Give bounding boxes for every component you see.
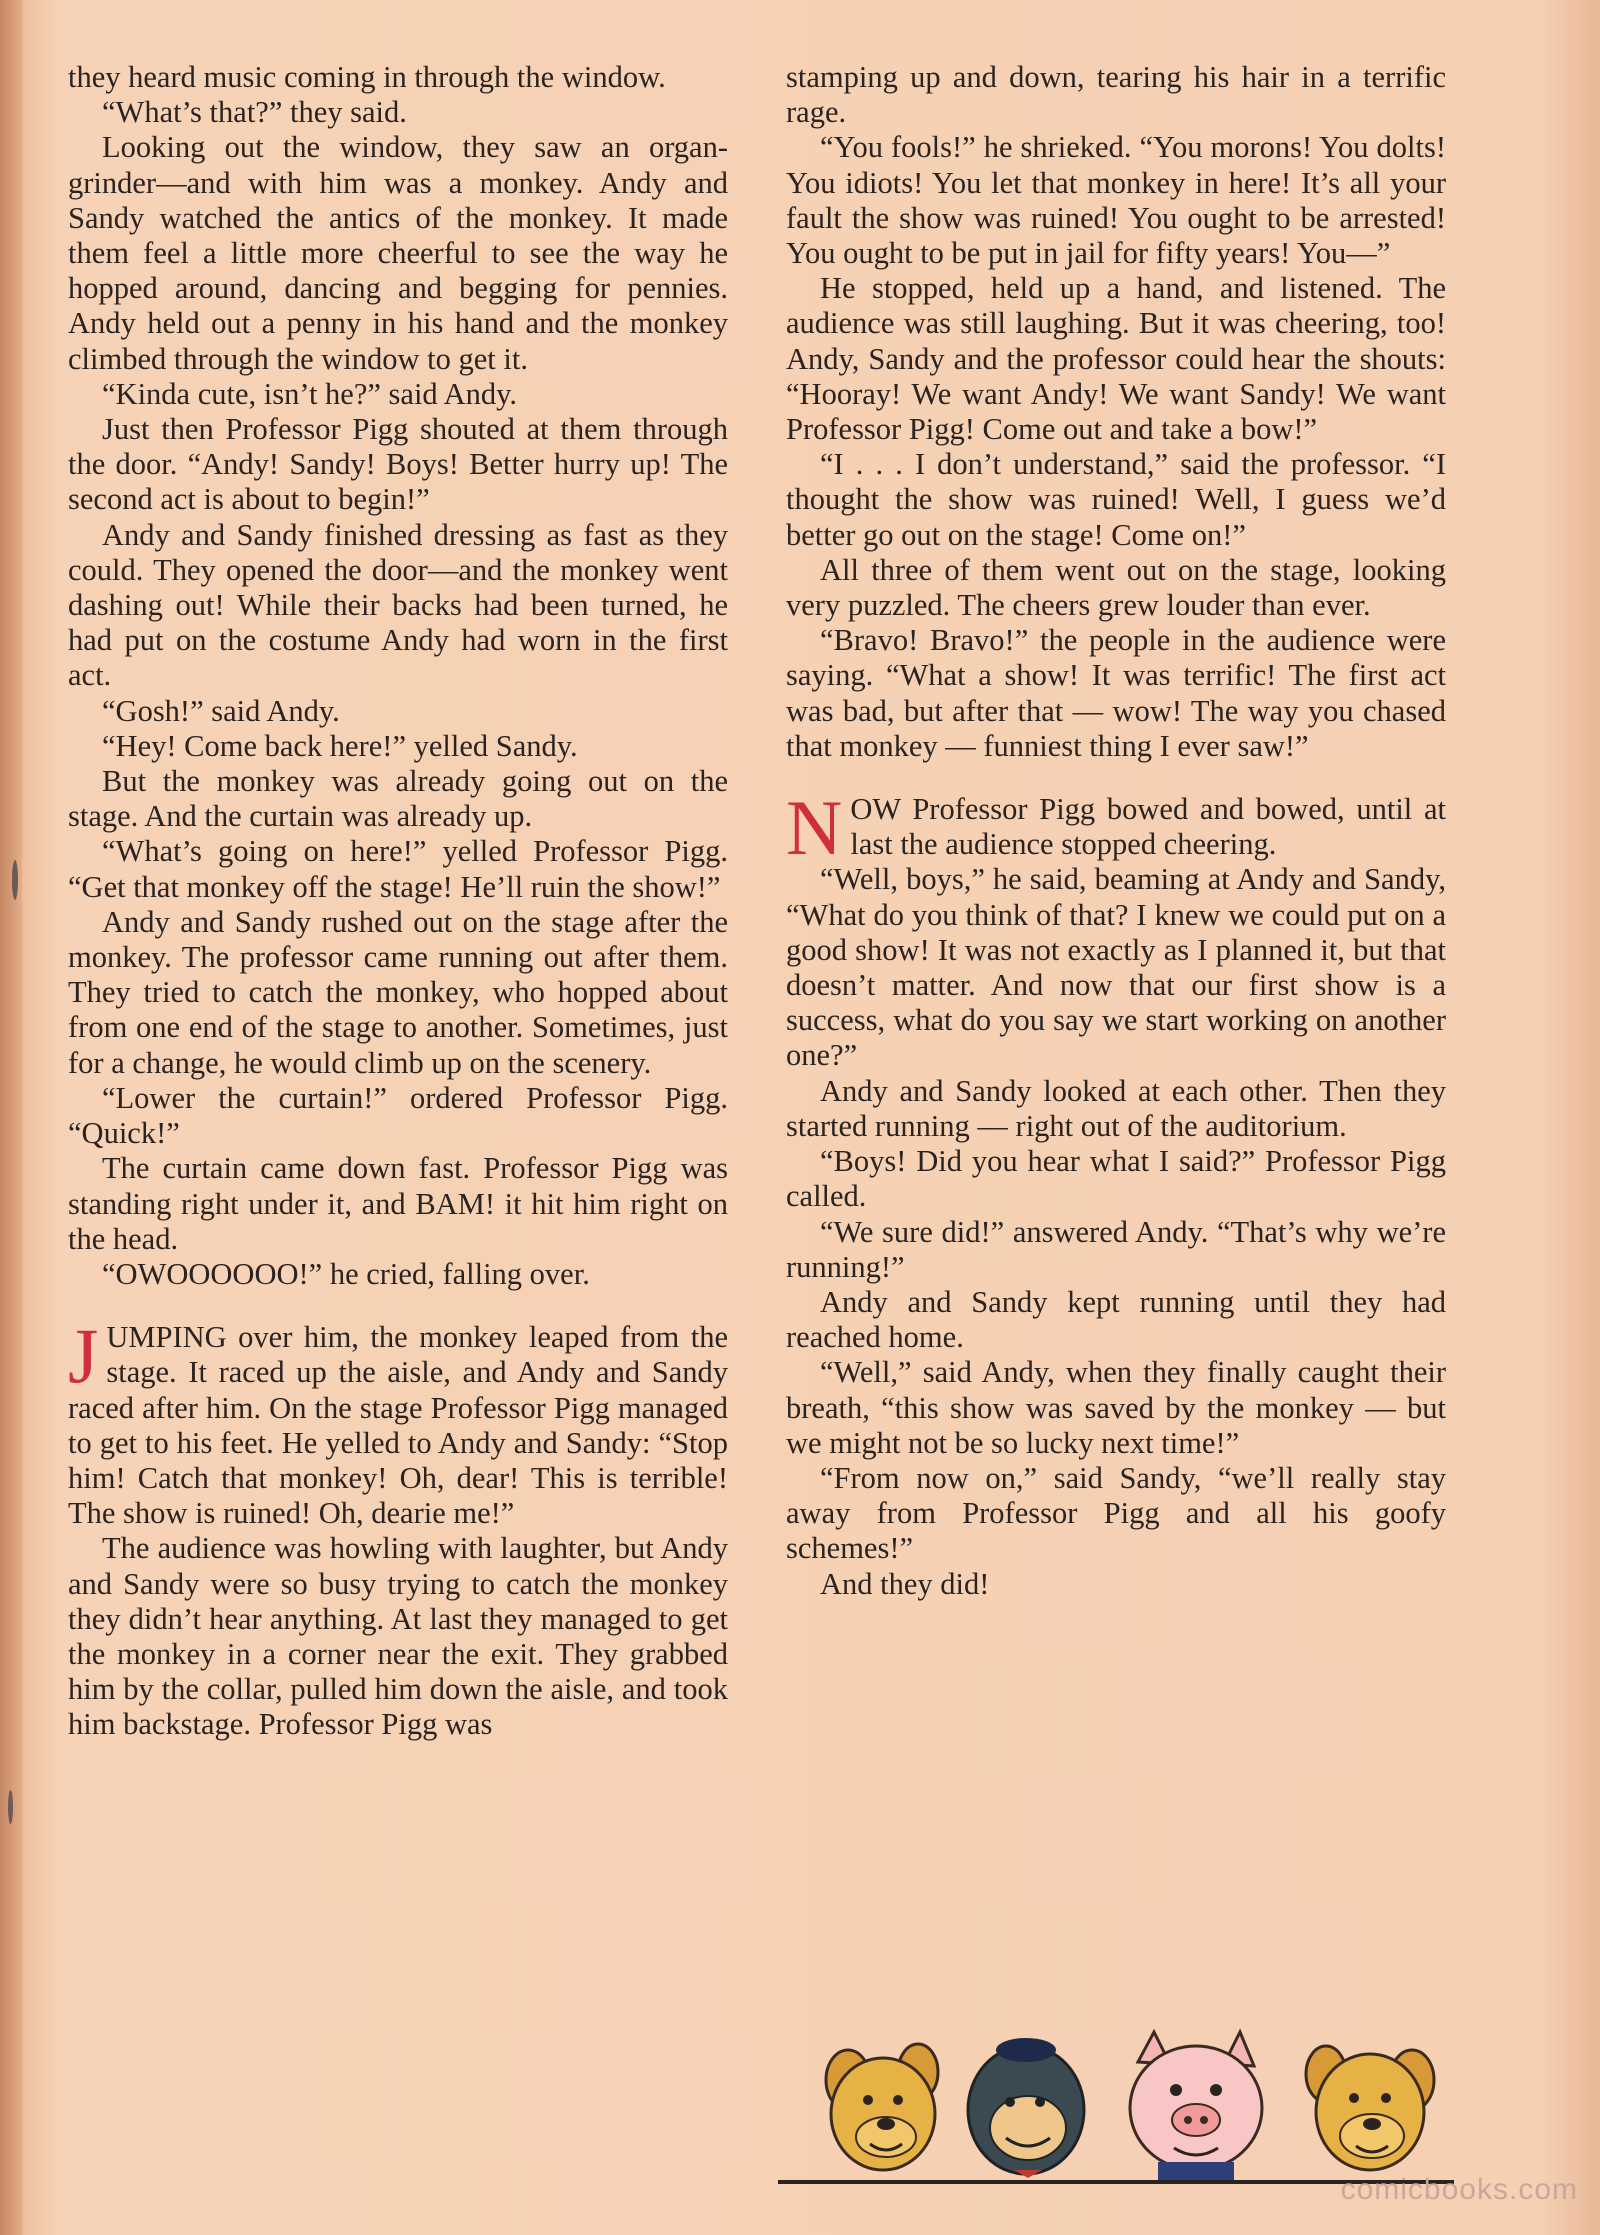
paragraph: “I . . . I don’t understand,” said the professor. “I thought the show was ruined! Well, I guess we’d better go out on the stage! Come on!” [786, 447, 1446, 552]
dog-head-left-icon [826, 2044, 938, 2170]
paragraph: “Bravo! Bravo!” the people in the audience were saying. “What a show! It was terrific! The first act was bad, but after that — wow! The way you chased that monkey — funniest thing I ever saw!” [786, 623, 1446, 763]
dropcap-n: N [786, 784, 843, 872]
paragraph: “Well, boys,” he said, beaming at Andy and Sandy, “What do you think of that? I knew we could put on a good show! It was not exactly as I planned it, but that doesn’t matter. And now that our first show is a success, what do you say we start working on another one?” [786, 862, 1446, 1073]
right-text-column [786, 60, 1446, 1602]
paragraph: “Boys! Did you hear what I said?” Professor Pigg called. [786, 1144, 1446, 1214]
paragraph: “We sure did!” answered Andy. “That’s why we’re running!” [786, 1214, 1446, 1284]
paragraph: The audience was howling with laughter, but Andy and Sandy were so busy trying to catch the monkey they didn’t hear anything. At last they managed to get the monkey in a corner near the exit. They grabbed him by the collar, pulled him down the aisle, and took him backstage. Professor Pigg was [68, 1531, 728, 1742]
monkey-head-icon [968, 2038, 1084, 2178]
left-text-column [68, 60, 728, 1743]
paragraph: Andy and Sandy finished dressing as fast as they could. They opened the door—and the monkey went dashing out! While their backs had been turned, he had put on the costume Andy had worn in the first act. [68, 517, 728, 693]
section-jumping-text: UMPING over him, the monkey leaped from the stage. It raced up the aisle, and Andy and Sandy raced after him. On the stage Professor Pigg managed to get to his feet. He yelled to Andy and Sandy: “Stop him! Catch that monkey! Oh, dear! This is terrible! The show is ruined! Oh, dearie me!” [68, 1320, 728, 1531]
paragraph: Looking out the window, they saw an organ-grinder—and with him was a monkey. Andy and Sandy watched the antics of the monkey. It made them feel a little more cheerful to see the way he hopped around, dancing and begging for pennies. Andy held out a penny in his hand and the monkey climbed through the window to get it. [68, 130, 728, 376]
right-paragraphs [786, 60, 1446, 764]
characters-illustration-svg [778, 2002, 1454, 2180]
paragraph: “What’s going on here!” yelled Professor Pigg. “Get that monkey off the stage! He’ll ruin the show!” [68, 834, 728, 904]
pig-head-icon [1130, 2032, 1262, 2180]
section-now [786, 784, 1446, 872]
paragraph: The curtain came down fast. Professor Pigg was standing right under it, and BAM! it hit him right on the head. [68, 1151, 728, 1256]
paragraph: “Well,” said Andy, when they finally caught their breath, “this show was saved by the monkey — but we might not be so lucky next time!” [786, 1355, 1446, 1460]
paragraph: “Hey! Come back here!” yelled Sandy. [102, 728, 578, 763]
paragraph: Andy and Sandy kept running until they had reached home. [786, 1284, 1446, 1355]
paragraph: Andy and Sandy looked at each other. Then they started running — right out of the auditorium. [786, 1073, 1446, 1143]
paragraph: “OWOOOOOO!” he cried, falling over. [102, 1256, 590, 1291]
page-damage-mark [8, 1790, 13, 1824]
paragraph: All three of them went out on the stage, looking very puzzled. The cheers grew louder than ever. [786, 552, 1446, 623]
paragraph: “Gosh!” said Andy. [102, 693, 340, 728]
paragraph: Just then Professor Pigg shouted at them through the door. “Andy! Sandy! Boys! Better hurry up! The second act is about to begin!” [68, 412, 728, 517]
dog-head-right-icon [1306, 2046, 1434, 2170]
left-paragraphs [68, 60, 728, 1292]
paragraph: “Kinda cute, isn’t he?” said Andy. [102, 376, 518, 411]
paragraph: “You fools!” he shrieked. “You morons! You dolts! You idiots! You let that monkey in here! It’s all your fault the show was ruined! You ought to be arrested! You ought to be put in jail for fifty years! You—” [786, 130, 1446, 271]
characters-illustration [778, 2002, 1454, 2184]
section-jumping [68, 1312, 728, 1531]
section-now-text: OW Professor Pigg bowed and bowed, until at last the audience stopped cheering. [850, 792, 1446, 862]
page-damage-mark [12, 860, 18, 900]
paragraph: “From now on,” said Sandy, “we’ll really stay away from Professor Pigg and all his goofy schemes!” [786, 1460, 1446, 1566]
dropcap-j: J [68, 1312, 99, 1400]
watermark: comicbooks.com [1340, 2173, 1578, 2206]
paragraph: But the monkey was already going out on the stage. And the curtain was already up. [68, 764, 728, 834]
paragraph: they heard music coming in through the window. [68, 60, 666, 94]
paragraph: Andy and Sandy rushed out on the stage after the monkey. The professor came running out after them. They tried to catch the monkey, who hopped about from one end of the stage to another. Sometimes, just for a change, he would climb up on the scenery. [68, 904, 728, 1080]
paragraph: He stopped, held up a hand, and listened. The audience was still laughing. But it was cheering, too! Andy, Sandy and the professor could hear the shouts: “Hooray! We want Andy! We want Sandy! We want Professor Pigg! Come out and take a bow!” [786, 271, 1446, 447]
paragraph: “Lower the curtain!” ordered Professor Pigg. “Quick!” [68, 1080, 728, 1151]
page-spine [0, 0, 22, 2235]
paragraph: stamping up and down, tearing his hair in a terrific rage. [786, 60, 1446, 130]
paragraph: And they did! [820, 1566, 990, 1601]
left-paragraphs-after [68, 1531, 728, 1742]
right-paragraphs-after [786, 862, 1446, 1601]
paragraph: “What’s that?” they said. [102, 95, 407, 130]
